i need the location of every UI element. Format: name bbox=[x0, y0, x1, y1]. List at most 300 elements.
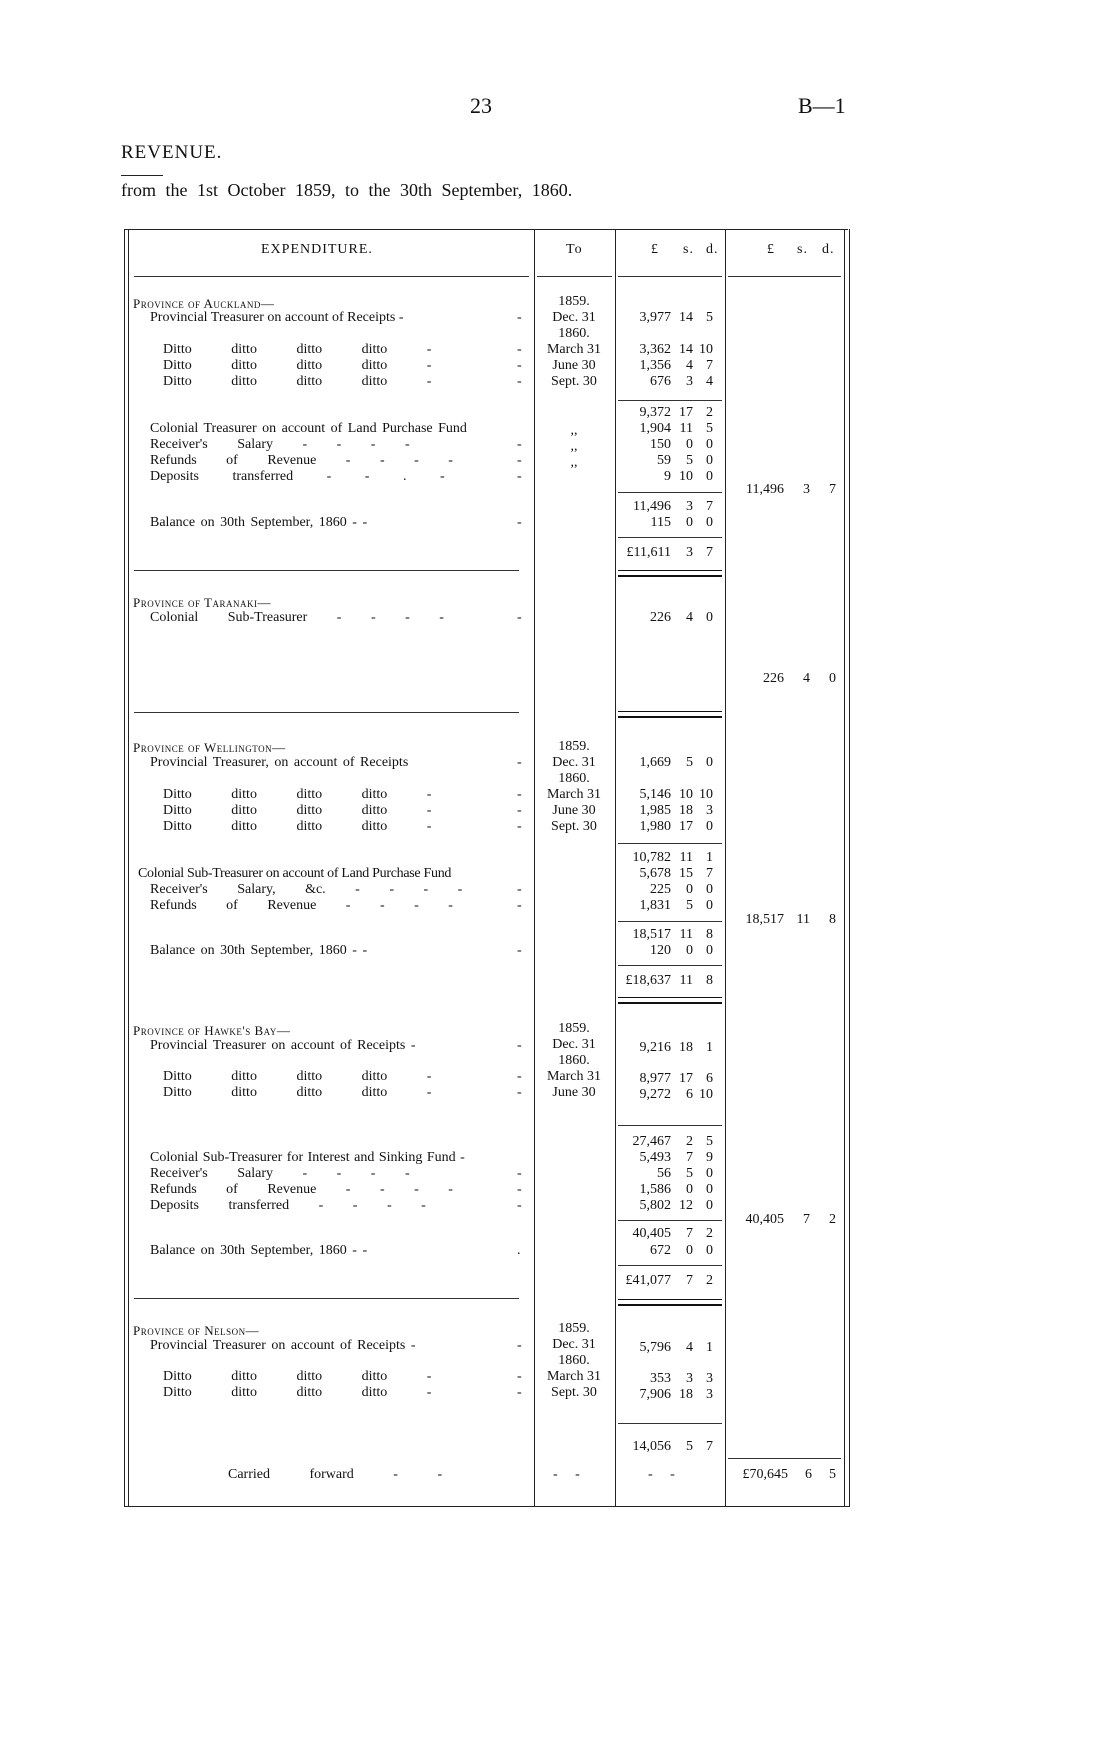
amount-pence: 6 bbox=[706, 1071, 713, 1086]
amount-cell bbox=[619, 1387, 713, 1403]
row-dash: - bbox=[517, 898, 522, 913]
amount-pence: 0 bbox=[706, 469, 713, 484]
double-rule bbox=[618, 1299, 722, 1306]
carried-forward-mid: - - bbox=[648, 1467, 675, 1482]
row-year: 1859. bbox=[558, 1021, 590, 1036]
row-date: Dec. 31 bbox=[552, 310, 596, 325]
carried-forward-label: Carried forward - - bbox=[228, 1467, 443, 1482]
amount-pounds: 353 bbox=[650, 1371, 671, 1386]
header-rule-total bbox=[728, 276, 841, 277]
amount-pence: 0 bbox=[706, 1198, 713, 1213]
amount-pence: 0 bbox=[706, 610, 713, 625]
subtotal-amount bbox=[619, 1134, 713, 1150]
amount-pounds: 27,467 bbox=[632, 1134, 671, 1149]
amount-pounds: £41,077 bbox=[625, 1273, 671, 1288]
amount-cell bbox=[619, 421, 713, 437]
row-dash: - bbox=[517, 1198, 522, 1213]
row-date: March 31 bbox=[546, 787, 602, 802]
amount-pounds: 1,356 bbox=[639, 358, 671, 373]
row-label: Ditto ditto ditto ditto - bbox=[163, 358, 432, 373]
double-rule bbox=[618, 997, 722, 1004]
amount-shillings: 11 bbox=[679, 850, 693, 865]
section-title-hawkes-bay: Province of Hawke's Bay— bbox=[133, 1023, 291, 1038]
amount-shillings: 10 bbox=[679, 787, 693, 802]
amount-cell bbox=[619, 866, 713, 882]
row-dash: - bbox=[517, 610, 522, 625]
section-separator bbox=[134, 570, 519, 571]
row-dash: - bbox=[517, 943, 522, 958]
amount-pounds: 5,146 bbox=[639, 787, 671, 802]
amount-pence: 2 bbox=[829, 1212, 836, 1227]
row-date: ,, bbox=[570, 455, 578, 470]
amount-pence: 10 bbox=[699, 1087, 713, 1102]
grand-amount bbox=[612, 545, 713, 561]
row-dash: - bbox=[517, 787, 522, 802]
row-dash: - bbox=[517, 1038, 522, 1053]
row-dash: - bbox=[517, 469, 522, 484]
amount-shillings: 5 bbox=[686, 1166, 693, 1181]
amount-shillings: 17 bbox=[679, 819, 693, 834]
row-dash: - bbox=[517, 310, 522, 325]
amount-pence: 3 bbox=[706, 1371, 713, 1386]
amount-pence: 8 bbox=[829, 912, 836, 927]
amount-pounds: 7,906 bbox=[639, 1387, 671, 1402]
amount-shillings: 11 bbox=[679, 421, 693, 436]
amount-cell bbox=[619, 358, 713, 374]
column-header-pound-2: £ bbox=[767, 242, 775, 257]
amount-pence: 3 bbox=[706, 1387, 713, 1402]
amount-pence: 0 bbox=[706, 755, 713, 770]
amount-pence: 7 bbox=[706, 358, 713, 373]
amount-shillings: 12 bbox=[679, 1198, 693, 1213]
amount-cell bbox=[619, 1071, 713, 1087]
amount-shillings: 4 bbox=[686, 610, 693, 625]
subtotal-rule bbox=[618, 843, 722, 844]
balance-amount bbox=[619, 515, 713, 531]
amount-shillings: 3 bbox=[803, 482, 810, 497]
subtotal-rule bbox=[618, 1125, 722, 1126]
amount-shillings: 5 bbox=[686, 755, 693, 770]
amount-cell bbox=[619, 898, 713, 914]
row-date: June 30 bbox=[552, 803, 596, 818]
row-label: Ditto ditto ditto ditto - bbox=[163, 1069, 432, 1084]
amount-cell bbox=[619, 1150, 713, 1166]
heading-rule bbox=[121, 175, 163, 176]
amount-pence: 4 bbox=[706, 374, 713, 389]
row-dash: - bbox=[517, 882, 522, 897]
amount-pounds: 11,496 bbox=[633, 499, 671, 514]
row-label: Ditto ditto ditto ditto - bbox=[163, 374, 432, 389]
amount-pounds: 226 bbox=[650, 610, 671, 625]
amount-pounds: 1,669 bbox=[639, 755, 671, 770]
page-heading: REVENUE. bbox=[121, 142, 223, 163]
amount-shillings: 3 bbox=[686, 545, 693, 560]
amount-pence: 8 bbox=[706, 973, 713, 988]
row-dash: - bbox=[517, 342, 522, 357]
column-header-shilling-2: s. bbox=[797, 242, 808, 257]
header-rule-amount bbox=[618, 276, 722, 277]
amount-pence: 0 bbox=[706, 898, 713, 913]
row-dash: - bbox=[517, 819, 522, 834]
amount-shillings: 14 bbox=[679, 310, 693, 325]
subtotal-amount bbox=[619, 1439, 713, 1455]
amount-cell bbox=[619, 453, 713, 469]
amount-shillings: 5 bbox=[686, 1439, 693, 1454]
header-rule-to bbox=[537, 276, 612, 277]
row-dash: - bbox=[517, 1385, 522, 1400]
amount-pounds: 40,405 bbox=[745, 1212, 784, 1227]
row-dash: . bbox=[517, 1243, 521, 1258]
section-total-auckland bbox=[728, 482, 836, 498]
column-header-shilling: s. bbox=[683, 242, 694, 257]
amount-shillings: 15 bbox=[679, 866, 693, 881]
amount-cell bbox=[619, 310, 713, 326]
amount-pence: 1 bbox=[706, 850, 713, 865]
amount-pence: 8 bbox=[706, 927, 713, 942]
amount-pence: 0 bbox=[706, 437, 713, 452]
amount-pounds: 1,980 bbox=[639, 819, 671, 834]
amount-shillings: 18 bbox=[679, 803, 693, 818]
carried-forward-total bbox=[728, 1467, 836, 1483]
row-date: March 31 bbox=[546, 1069, 602, 1084]
total-rule bbox=[618, 537, 722, 538]
amount-pence: 2 bbox=[706, 1273, 713, 1288]
section-total-taranaki bbox=[728, 671, 836, 687]
amount-pence: 10 bbox=[699, 342, 713, 357]
row-label: Refunds of Revenue - - - - bbox=[150, 1182, 453, 1197]
row-date: Sept. 30 bbox=[551, 819, 597, 834]
row-dash: - bbox=[517, 437, 522, 452]
amount-shillings: 0 bbox=[686, 515, 693, 530]
amount-cell bbox=[619, 1198, 713, 1214]
amount-shillings: 7 bbox=[686, 1273, 693, 1288]
subtotal-rule bbox=[618, 1220, 722, 1221]
amount-pounds: £18,637 bbox=[625, 973, 671, 988]
amount-shillings: 7 bbox=[686, 1226, 693, 1241]
amount-pounds: 5,493 bbox=[639, 1150, 671, 1165]
row-dash: - bbox=[517, 453, 522, 468]
header-rule-expenditure bbox=[134, 276, 529, 277]
column-header-expenditure: EXPENDITURE. bbox=[261, 242, 373, 257]
amount-cell bbox=[619, 819, 713, 835]
amount-cell bbox=[619, 1087, 713, 1103]
page-number: 23 bbox=[470, 93, 492, 118]
row-dash: - bbox=[517, 803, 522, 818]
amount-pence: 7 bbox=[706, 499, 713, 514]
amount-pence: 0 bbox=[706, 882, 713, 897]
subtotal-amount bbox=[619, 405, 713, 421]
row-label: Ditto ditto ditto ditto - bbox=[163, 342, 432, 357]
row-label: Deposits transferred - - . - bbox=[150, 469, 445, 484]
amount-shillings: 0 bbox=[686, 1243, 693, 1258]
section-title-auckland: Province of Auckland— bbox=[133, 296, 275, 311]
amount-pounds: 226 bbox=[763, 671, 784, 686]
section-total-hawkes-bay bbox=[728, 1212, 836, 1228]
subtotal-amount bbox=[619, 927, 713, 943]
column-header-to: To bbox=[566, 242, 583, 257]
amount-shillings: 11 bbox=[796, 912, 810, 927]
amount-cell bbox=[619, 1340, 713, 1356]
subtotal-rule bbox=[618, 1423, 722, 1424]
amount-pounds: 10,782 bbox=[632, 850, 671, 865]
grand-amount bbox=[612, 1273, 713, 1289]
row-date: March 31 bbox=[546, 1369, 602, 1384]
row-label: Ditto ditto ditto ditto - bbox=[163, 803, 432, 818]
balance-label: Balance on 30th September, 1860 - - bbox=[150, 1243, 368, 1258]
amount-pence: 7 bbox=[706, 866, 713, 881]
amount-cell bbox=[619, 882, 713, 898]
amount-pounds: 18,517 bbox=[745, 912, 784, 927]
section-title-wellington: Province of Wellington— bbox=[133, 740, 286, 755]
amount-shillings: 6 bbox=[805, 1467, 812, 1482]
double-rule bbox=[618, 711, 722, 718]
amount-shillings: 6 bbox=[686, 1087, 693, 1102]
amount-cell bbox=[619, 610, 713, 626]
row-label: Ditto ditto ditto ditto - bbox=[163, 1085, 432, 1100]
document-reference: B—1 bbox=[798, 93, 846, 118]
row-label: Provincial Treasurer on account of Receipts - bbox=[150, 1038, 416, 1053]
column-header-pound: £ bbox=[651, 242, 659, 257]
amount-shillings: 14 bbox=[679, 342, 693, 357]
amount-pence: 2 bbox=[706, 1226, 713, 1241]
row-dash: - bbox=[517, 1166, 522, 1181]
amount-shillings: 0 bbox=[686, 943, 693, 958]
amount-shillings: 0 bbox=[686, 882, 693, 897]
row-label: Colonial Sub-Treasurer on account of Land Purchase Fund bbox=[138, 866, 452, 881]
amount-pence: 1 bbox=[706, 1040, 713, 1055]
amount-shillings: 3 bbox=[686, 374, 693, 389]
amount-pence: 5 bbox=[829, 1467, 836, 1482]
amount-pence: 0 bbox=[706, 515, 713, 530]
amount-pounds: 1,904 bbox=[639, 421, 671, 436]
row-label: Provincial Treasurer on account of Receipts - bbox=[150, 1338, 416, 1353]
table-inner-right-rule bbox=[844, 229, 845, 1506]
section-separator bbox=[134, 712, 519, 713]
amount-pounds: 8,977 bbox=[639, 1071, 671, 1086]
column-header-pence: d. bbox=[706, 242, 719, 257]
row-date: June 30 bbox=[552, 1085, 596, 1100]
amount-pounds: 3,362 bbox=[639, 342, 671, 357]
amount-shillings: 17 bbox=[679, 1071, 693, 1086]
amount-pence: 5 bbox=[706, 421, 713, 436]
amount-shillings: 7 bbox=[686, 1150, 693, 1165]
row-dash: - bbox=[517, 1085, 522, 1100]
amount-pence: 10 bbox=[699, 787, 713, 802]
amount-cell bbox=[619, 437, 713, 453]
row-year: 1860. bbox=[558, 326, 590, 341]
amount-shillings: 17 bbox=[679, 405, 693, 420]
row-dash: - bbox=[517, 1338, 522, 1353]
row-date: Dec. 31 bbox=[552, 1037, 596, 1052]
amount-pence: 7 bbox=[706, 1439, 713, 1454]
subtotal-amount bbox=[619, 1226, 713, 1242]
row-year: 1860. bbox=[558, 771, 590, 786]
amount-shillings: 18 bbox=[679, 1040, 693, 1055]
col-rule-total bbox=[725, 229, 726, 1506]
amount-pounds: 56 bbox=[657, 1166, 671, 1181]
section-title-nelson: Province of Nelson— bbox=[133, 1323, 260, 1338]
amount-pounds: 120 bbox=[650, 943, 671, 958]
row-dash: - bbox=[517, 358, 522, 373]
amount-pounds: 676 bbox=[650, 374, 671, 389]
row-label: Ditto ditto ditto ditto - bbox=[163, 787, 432, 802]
subtotal-rule bbox=[618, 400, 722, 401]
amount-pounds: £11,611 bbox=[626, 545, 671, 560]
row-label: Receiver's Salary - - - - bbox=[150, 1166, 410, 1181]
row-year: 1860. bbox=[558, 1053, 590, 1068]
row-label: Ditto ditto ditto ditto - bbox=[163, 1385, 432, 1400]
amount-shillings: 7 bbox=[803, 1212, 810, 1227]
amount-pence: 0 bbox=[829, 671, 836, 686]
table-inner-left-rule bbox=[128, 229, 129, 1506]
subtotal-amount bbox=[619, 850, 713, 866]
page-subtitle: from the 1st October 1859, to the 30th September, 1860. bbox=[121, 180, 573, 200]
amount-pounds: 59 bbox=[657, 453, 671, 468]
row-date: Dec. 31 bbox=[552, 755, 596, 770]
amount-pounds: 5,802 bbox=[639, 1198, 671, 1213]
row-date: ,, bbox=[570, 439, 578, 454]
amount-pounds: 672 bbox=[650, 1243, 671, 1258]
balance-amount bbox=[619, 1243, 713, 1259]
amount-shillings: 11 bbox=[679, 927, 693, 942]
row-year: 1860. bbox=[558, 1353, 590, 1368]
grand-amount bbox=[612, 973, 713, 989]
amount-pence: 7 bbox=[829, 482, 836, 497]
section-total-wellington bbox=[728, 912, 836, 928]
amount-pounds: 1,586 bbox=[639, 1182, 671, 1197]
balance-amount bbox=[619, 943, 713, 959]
amount-pence: 0 bbox=[706, 1182, 713, 1197]
amount-cell bbox=[619, 755, 713, 771]
row-dash: - bbox=[517, 1182, 522, 1197]
row-label: Colonial Treasurer on account of Land Purchase Fund bbox=[150, 421, 467, 436]
amount-pounds: 150 bbox=[650, 437, 671, 452]
carried-forward-to: - - bbox=[553, 1467, 580, 1482]
amount-shillings: 10 bbox=[679, 469, 693, 484]
amount-pounds: 9,272 bbox=[639, 1087, 671, 1102]
row-year: 1859. bbox=[558, 294, 590, 309]
amount-shillings: 5 bbox=[686, 898, 693, 913]
amount-pounds: 11,496 bbox=[746, 482, 784, 497]
row-date: Sept. 30 bbox=[551, 1385, 597, 1400]
amount-pounds: 115 bbox=[650, 515, 671, 530]
amount-pence: 0 bbox=[706, 819, 713, 834]
amount-cell bbox=[619, 1166, 713, 1182]
row-label: Refunds of Revenue - - - - bbox=[150, 453, 453, 468]
carried-forward-rule bbox=[728, 1458, 841, 1459]
amount-shillings: 4 bbox=[686, 1340, 693, 1355]
row-label: Refunds of Revenue - - - - bbox=[150, 898, 453, 913]
row-label: Receiver's Salary, &c. - - - - bbox=[150, 882, 463, 897]
row-label: Deposits transferred - - - - bbox=[150, 1198, 426, 1213]
amount-cell bbox=[619, 1371, 713, 1387]
amount-pounds: 9,216 bbox=[639, 1040, 671, 1055]
column-header-pence-2: d. bbox=[822, 242, 835, 257]
amount-cell bbox=[619, 1040, 713, 1056]
row-label: Ditto ditto ditto ditto - bbox=[163, 819, 432, 834]
total-rule bbox=[618, 1265, 722, 1266]
amount-pence: 5 bbox=[706, 1134, 713, 1149]
col-rule-to bbox=[534, 229, 535, 1506]
amount-cell bbox=[619, 803, 713, 819]
amount-pence: 0 bbox=[706, 453, 713, 468]
amount-shillings: 3 bbox=[686, 1371, 693, 1386]
amount-pence: 2 bbox=[706, 405, 713, 420]
section-separator bbox=[134, 1298, 519, 1299]
subtotal-rule bbox=[618, 492, 722, 493]
row-date: March 31 bbox=[546, 342, 602, 357]
amount-shillings: 2 bbox=[686, 1134, 693, 1149]
table-top-rule bbox=[124, 229, 848, 230]
row-year: 1859. bbox=[558, 1321, 590, 1336]
row-dash: - bbox=[517, 374, 522, 389]
amount-pounds: 9 bbox=[664, 469, 671, 484]
amount-shillings: 3 bbox=[686, 499, 693, 514]
amount-pounds: 1,985 bbox=[639, 803, 671, 818]
amount-pence: 0 bbox=[706, 943, 713, 958]
col-rule-amount bbox=[615, 229, 616, 1506]
row-label: Provincial Treasurer on account of Receipts - bbox=[150, 310, 404, 325]
amount-pounds: £70,645 bbox=[742, 1467, 788, 1482]
amount-pence: 7 bbox=[706, 545, 713, 560]
balance-label: Balance on 30th September, 1860 - - bbox=[150, 515, 368, 530]
row-date: June 30 bbox=[552, 358, 596, 373]
row-date: ,, bbox=[570, 423, 578, 438]
row-date: Dec. 31 bbox=[552, 1337, 596, 1352]
amount-pounds: 3,977 bbox=[639, 310, 671, 325]
amount-shillings: 0 bbox=[686, 1182, 693, 1197]
amount-pounds: 1,831 bbox=[639, 898, 671, 913]
amount-cell bbox=[619, 342, 713, 358]
amount-shillings: 4 bbox=[803, 671, 810, 686]
amount-pence: 3 bbox=[706, 803, 713, 818]
row-dash: - bbox=[517, 1069, 522, 1084]
amount-pounds: 5,796 bbox=[639, 1340, 671, 1355]
row-label: Ditto ditto ditto ditto - bbox=[163, 1369, 432, 1384]
balance-label: Balance on 30th September, 1860 - - bbox=[150, 943, 368, 958]
row-year: 1859. bbox=[558, 739, 590, 754]
amount-shillings: 18 bbox=[679, 1387, 693, 1402]
amount-cell bbox=[619, 469, 713, 485]
amount-pence: 0 bbox=[706, 1243, 713, 1258]
amount-cell bbox=[619, 374, 713, 390]
amount-pounds: 225 bbox=[650, 882, 671, 897]
row-date: Sept. 30 bbox=[551, 374, 597, 389]
amount-pence: 9 bbox=[706, 1150, 713, 1165]
amount-shillings: 0 bbox=[686, 437, 693, 452]
section-title-taranaki: Province of Taranaki— bbox=[133, 595, 271, 610]
amount-shillings: 4 bbox=[686, 358, 693, 373]
amount-pence: 1 bbox=[706, 1340, 713, 1355]
row-label: Receiver's Salary - - - - bbox=[150, 437, 410, 452]
amount-shillings: 5 bbox=[686, 453, 693, 468]
amount-pounds: 40,405 bbox=[632, 1226, 671, 1241]
double-rule bbox=[618, 570, 722, 577]
amount-cell bbox=[619, 787, 713, 803]
row-dash: - bbox=[517, 1369, 522, 1384]
row-dash: - bbox=[517, 515, 522, 530]
row-label: Colonial Sub-Treasurer - - - - bbox=[150, 610, 444, 625]
subtotal-rule bbox=[618, 921, 722, 922]
row-label: Provincial Treasurer, on account of Receipts bbox=[150, 755, 409, 770]
amount-pounds: 5,678 bbox=[639, 866, 671, 881]
amount-pence: 0 bbox=[706, 1166, 713, 1181]
amount-cell bbox=[619, 1182, 713, 1198]
row-label: Colonial Sub-Treasurer for Interest and Sinking Fund - bbox=[150, 1150, 465, 1165]
total-rule bbox=[618, 965, 722, 966]
subtotal-amount bbox=[619, 499, 713, 515]
amount-pounds: 9,372 bbox=[639, 405, 671, 420]
